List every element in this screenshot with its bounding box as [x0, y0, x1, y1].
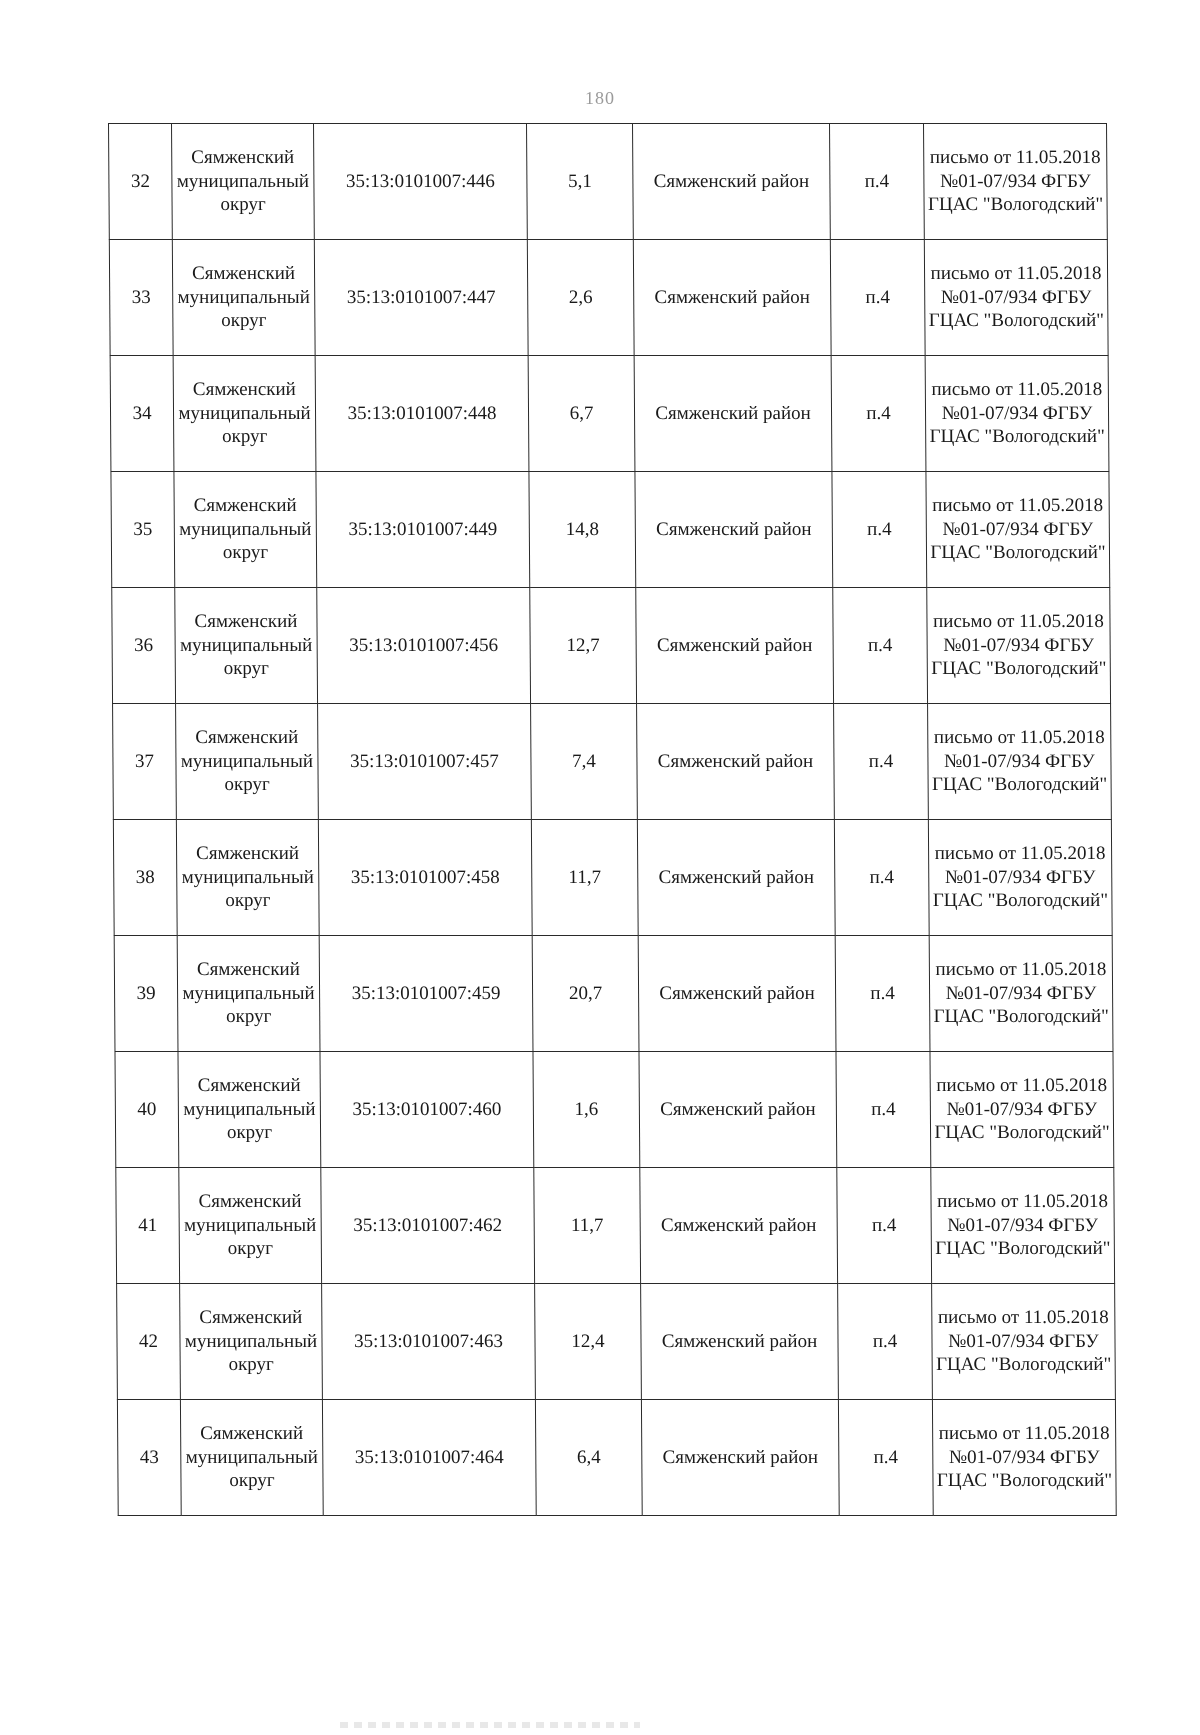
cadastral-number-cell: 35:13:0101007:447 — [314, 240, 528, 356]
clause-cell: п.4 — [838, 1284, 933, 1400]
cadastral-number-cell: 35:13:0101007:464 — [322, 1400, 536, 1516]
owner-cell: Сямженский муниципальный округ — [175, 588, 318, 704]
note-cell: письмо от 11.05.2018 №01-07/934 ФГБУ ГЦАС "Вологодский" — [926, 472, 1110, 588]
table-row — [112, 588, 1111, 704]
owner-cell: Сямженский муниципальный округ — [177, 936, 320, 1052]
owner-cell: Сямженский муниципальный округ — [180, 1284, 323, 1400]
area-cell: 6,7 — [528, 356, 635, 472]
location-cell: Сямженский район — [641, 1400, 839, 1516]
row-number: 41 — [116, 1168, 180, 1284]
note-cell: письмо от 11.05.2018 №01-07/934 ФГБУ ГЦАС "Вологодский" — [924, 124, 1108, 240]
owner-cell: Сямженский муниципальный округ — [174, 472, 317, 588]
cadastral-number-cell: 35:13:0101007:457 — [318, 704, 532, 820]
area-cell: 12,4 — [535, 1284, 642, 1400]
row-number: 32 — [109, 124, 173, 240]
location-cell: Сямженский район — [637, 820, 835, 936]
row-number: 43 — [117, 1400, 181, 1516]
area-cell: 14,8 — [529, 472, 636, 588]
table-body — [109, 124, 1117, 1516]
owner-cell: Сямженский муниципальный округ — [176, 820, 319, 936]
cadastral-number-cell: 35:13:0101007:458 — [318, 820, 532, 936]
cadastral-number-cell: 35:13:0101007:462 — [321, 1168, 535, 1284]
area-cell: 5,1 — [527, 124, 634, 240]
location-cell: Сямженский район — [633, 124, 831, 240]
clause-cell: п.4 — [836, 1052, 931, 1168]
area-cell: 6,4 — [535, 1400, 642, 1516]
table-row — [113, 704, 1112, 820]
note-cell: письмо от 11.05.2018 №01-07/934 ФГБУ ГЦАС "Вологодский" — [928, 820, 1112, 936]
cadastral-number-cell: 35:13:0101007:456 — [317, 588, 531, 704]
location-cell: Сямженский район — [635, 472, 833, 588]
row-number: 35 — [111, 472, 175, 588]
table-row — [110, 356, 1109, 472]
scan-artifact — [340, 1722, 640, 1728]
clause-cell: п.4 — [830, 240, 925, 356]
location-cell: Сямженский район — [636, 588, 834, 704]
cadastral-number-cell: 35:13:0101007:448 — [315, 356, 529, 472]
location-cell: Сямженский район — [637, 704, 835, 820]
land-plots-table — [108, 123, 1117, 1516]
location-cell: Сямженский район — [639, 1052, 837, 1168]
cadastral-number-cell: 35:13:0101007:459 — [319, 936, 533, 1052]
clause-cell: п.4 — [830, 124, 925, 240]
cadastral-number-cell: 35:13:0101007:460 — [320, 1052, 534, 1168]
owner-cell: Сямженский муниципальный округ — [172, 240, 315, 356]
owner-cell: Сямженский муниципальный округ — [179, 1168, 322, 1284]
table-row — [109, 124, 1108, 240]
row-number: 34 — [110, 356, 174, 472]
owner-cell: Сямженский муниципальный округ — [172, 124, 315, 240]
owner-cell: Сямженский муниципальный округ — [178, 1052, 321, 1168]
clause-cell: п.4 — [837, 1168, 932, 1284]
note-cell: письмо от 11.05.2018 №01-07/934 ФГБУ ГЦАС "Вологодский" — [932, 1400, 1116, 1516]
clause-cell: п.4 — [838, 1400, 933, 1516]
note-cell: письмо от 11.05.2018 №01-07/934 ФГБУ ГЦАС "Вологодский" — [930, 1052, 1114, 1168]
row-number: 40 — [115, 1052, 179, 1168]
note-cell: письмо от 11.05.2018 №01-07/934 ФГБУ ГЦАС "Вологодский" — [925, 356, 1109, 472]
area-cell: 11,7 — [531, 820, 638, 936]
note-cell: письмо от 11.05.2018 №01-07/934 ФГБУ ГЦАС "Вологодский" — [931, 1168, 1115, 1284]
row-number: 42 — [117, 1284, 181, 1400]
table-row — [117, 1284, 1116, 1400]
location-cell: Сямженский район — [638, 936, 836, 1052]
table-row — [111, 472, 1110, 588]
location-cell: Сямженский район — [641, 1284, 839, 1400]
note-cell: письмо от 11.05.2018 №01-07/934 ФГБУ ГЦАС "Вологодский" — [924, 240, 1108, 356]
clause-cell: п.4 — [834, 820, 929, 936]
area-cell: 11,7 — [534, 1168, 641, 1284]
note-cell: письмо от 11.05.2018 №01-07/934 ФГБУ ГЦАС "Вологодский" — [932, 1284, 1116, 1400]
location-cell: Сямженский район — [633, 240, 831, 356]
owner-cell: Сямженский муниципальный округ — [176, 704, 319, 820]
area-cell: 7,4 — [531, 704, 638, 820]
note-cell: письмо от 11.05.2018 №01-07/934 ФГБУ ГЦАС "Вологодский" — [927, 588, 1111, 704]
area-cell: 12,7 — [530, 588, 637, 704]
note-cell: письмо от 11.05.2018 №01-07/934 ФГБУ ГЦАС "Вологодский" — [929, 936, 1113, 1052]
area-cell: 1,6 — [533, 1052, 640, 1168]
owner-cell: Сямженский муниципальный округ — [173, 356, 316, 472]
cadastral-number-cell: 35:13:0101007:446 — [314, 124, 528, 240]
table-row — [109, 240, 1108, 356]
clause-cell: п.4 — [834, 704, 929, 820]
note-cell: письмо от 11.05.2018 №01-07/934 ФГБУ ГЦАС "Вологодский" — [928, 704, 1112, 820]
table-row — [115, 1052, 1114, 1168]
row-number: 36 — [112, 588, 176, 704]
area-cell: 2,6 — [527, 240, 634, 356]
location-cell: Сямженский район — [640, 1168, 838, 1284]
clause-cell: п.4 — [835, 936, 930, 1052]
clause-cell: п.4 — [832, 472, 927, 588]
location-cell: Сямженский район — [634, 356, 832, 472]
row-number: 38 — [113, 820, 177, 936]
row-number: 39 — [114, 936, 178, 1052]
table-row — [113, 820, 1112, 936]
clause-cell: п.4 — [831, 356, 926, 472]
table-row — [116, 1168, 1115, 1284]
page-number: 180 — [585, 88, 615, 108]
owner-cell: Сямженский муниципальный округ — [180, 1400, 323, 1516]
table-row — [114, 936, 1113, 1052]
clause-cell: п.4 — [833, 588, 928, 704]
cadastral-number-cell: 35:13:0101007:449 — [316, 472, 530, 588]
row-number: 37 — [113, 704, 177, 820]
table-row — [117, 1400, 1116, 1516]
cadastral-number-cell: 35:13:0101007:463 — [322, 1284, 536, 1400]
row-number: 33 — [109, 240, 173, 356]
area-cell: 20,7 — [532, 936, 639, 1052]
